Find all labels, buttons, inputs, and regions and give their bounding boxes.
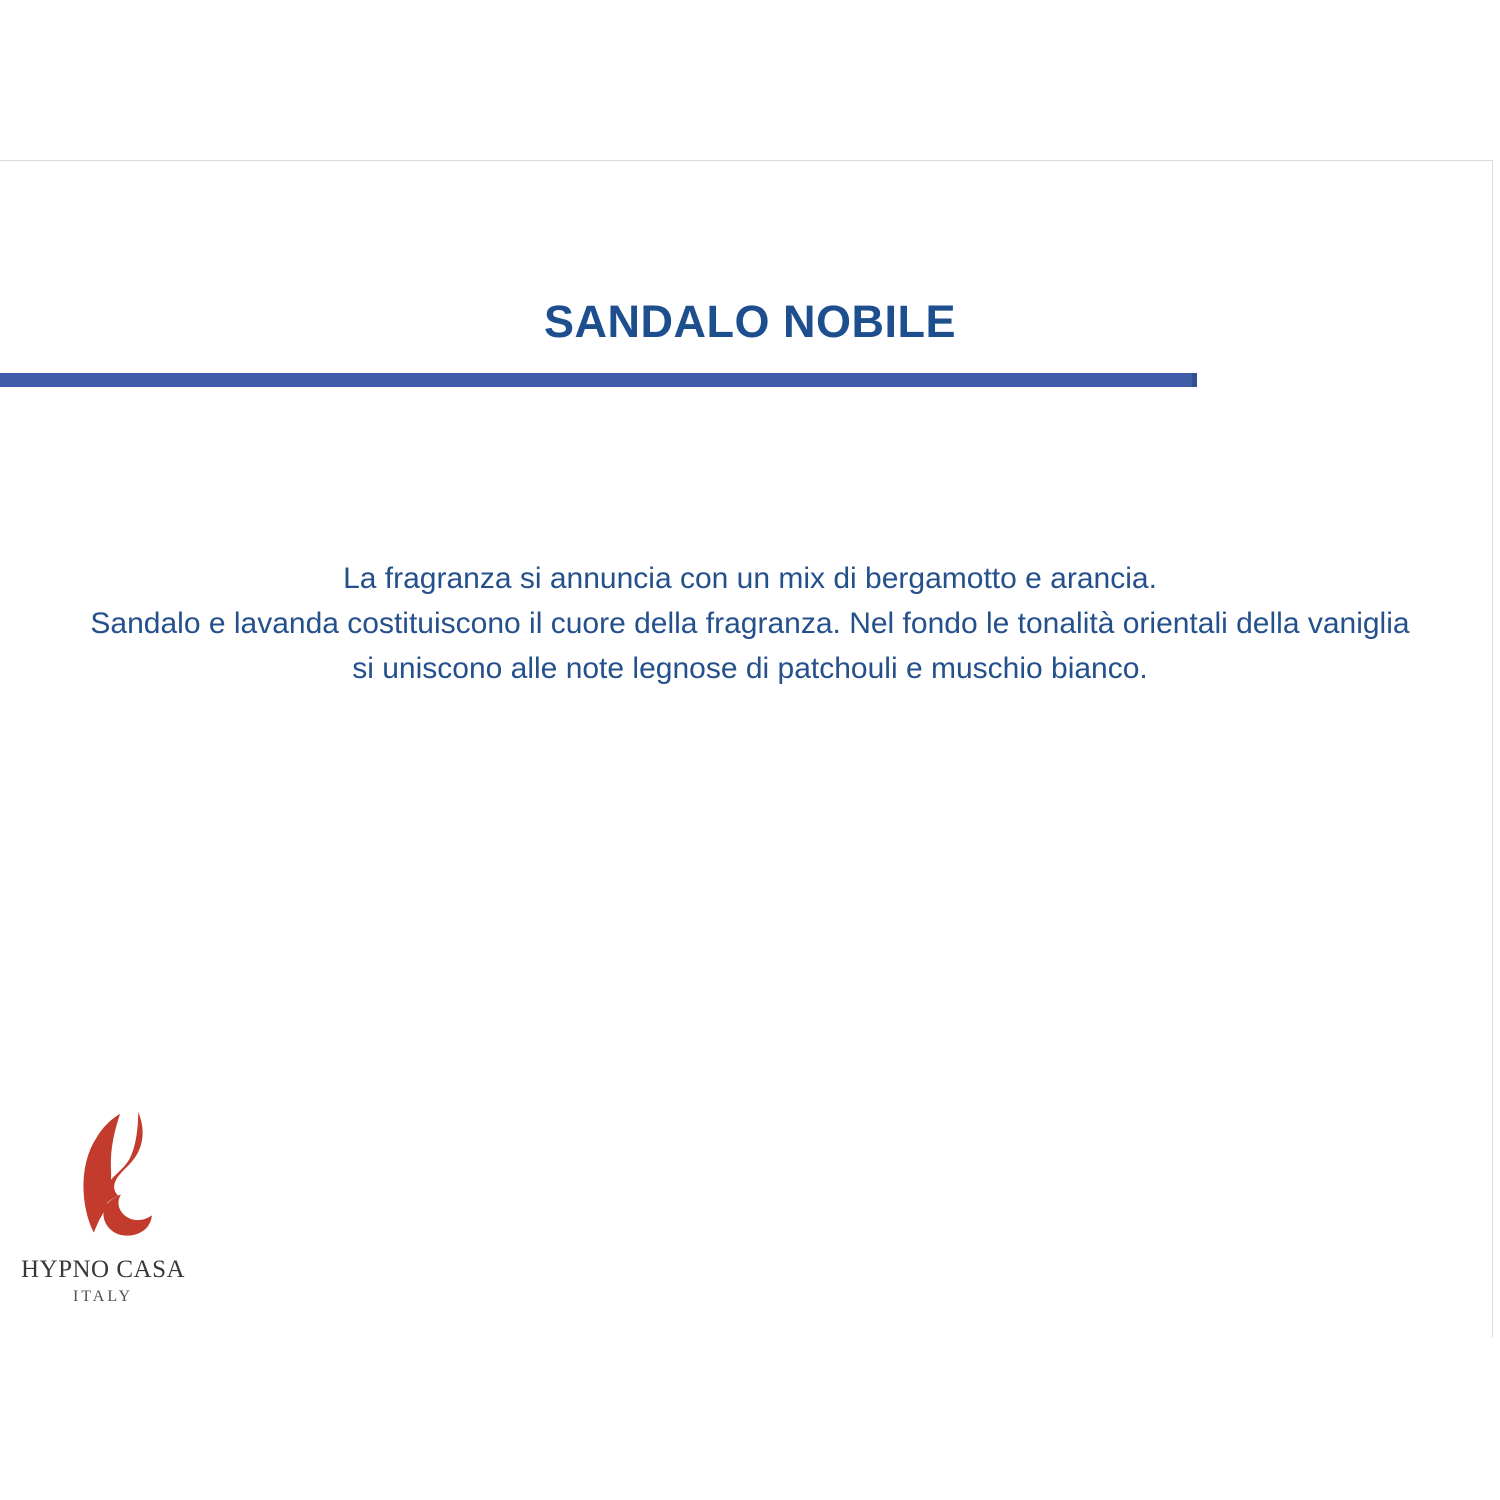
description-line-1: La fragranza si annuncia con un mix di bergamotto e arancia. <box>343 562 1157 595</box>
title-divider-rule <box>0 373 1197 387</box>
description-line-3: si uniscono alle note legnose di patchouli e muschio bianco. <box>352 652 1148 685</box>
hypno-casa-flame-icon <box>61 1112 161 1248</box>
fragrance-description <box>0 556 1500 691</box>
page-title: SANDALO NOBILE <box>544 296 956 347</box>
brand-logo <box>13 1112 193 1306</box>
brand-country: ITALY <box>72 1288 134 1305</box>
description-line-2: Sandalo e lavanda costituiscono il cuore della fragranza. Nel fondo le tonalità orientali della vaniglia <box>90 607 1410 640</box>
brand-name: HYPNO CASA <box>20 1256 186 1283</box>
